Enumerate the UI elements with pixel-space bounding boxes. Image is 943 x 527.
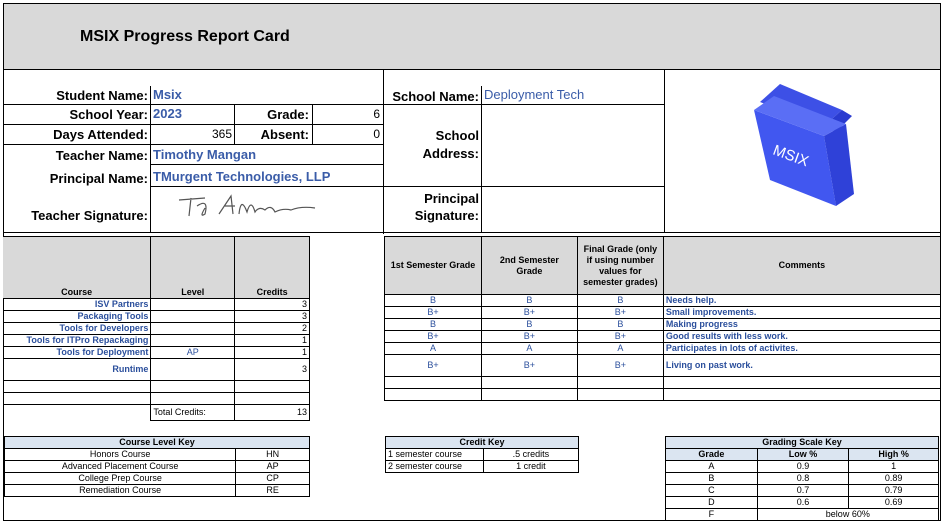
- empty-cell: [151, 393, 235, 405]
- scale-grade: F: [666, 509, 758, 521]
- level-code: HN: [236, 449, 310, 461]
- info-line: [3, 104, 383, 105]
- principal-name-value: TMurgent Technologies, LLP: [153, 169, 331, 184]
- sem2-grade: B: [481, 295, 577, 307]
- comment: Small improvements.: [663, 307, 940, 319]
- principal-name-label: Principal Name:: [49, 171, 148, 186]
- sem1-header: 1st Semester Grade: [385, 237, 482, 295]
- level-name: Remediation Course: [5, 485, 236, 497]
- table-row: [3, 393, 310, 405]
- course-credits: 3: [235, 311, 310, 323]
- info-line: [3, 232, 940, 233]
- scale-low: 0.9: [757, 461, 849, 473]
- final-header: [577, 237, 663, 295]
- final-grade: B+: [577, 307, 663, 319]
- info-line: [3, 124, 383, 125]
- course-credits: 3: [235, 359, 310, 381]
- info-line: [150, 164, 383, 165]
- course-credits: 1: [235, 335, 310, 347]
- msix-box-logo: [740, 80, 880, 215]
- total-credits-label: Total Credits:: [151, 405, 235, 421]
- low-col-header: Low %: [757, 449, 849, 461]
- logo-text: MSIX: [770, 141, 811, 171]
- course-level: [151, 323, 235, 335]
- sem2-header: [481, 237, 577, 295]
- course-credits: 3: [235, 299, 310, 311]
- table-row: [385, 377, 941, 389]
- scale-grade: C: [666, 485, 758, 497]
- course-level-key-title: Course Level Key: [5, 437, 310, 449]
- course-credits: 1: [235, 347, 310, 359]
- sem2-grade: A: [481, 343, 577, 355]
- empty-cell: [151, 381, 235, 393]
- course-level: AP: [151, 347, 235, 359]
- level-name: Advanced Placement Course: [5, 461, 236, 473]
- page-title: MSIX Progress Report Card: [80, 28, 290, 45]
- sem1-grade: B: [385, 295, 482, 307]
- grade-col-header: Grade: [666, 449, 758, 461]
- empty-cell: [481, 389, 577, 401]
- final-header-line: if using number: [586, 254, 655, 265]
- school-address-label-2: Address:: [422, 146, 479, 161]
- empty-cell: [385, 389, 482, 401]
- empty-cell: [385, 377, 482, 389]
- empty-cell: [3, 393, 151, 405]
- table-row: [5, 485, 310, 497]
- absent-value: 0: [373, 127, 380, 141]
- table-row: [386, 449, 579, 461]
- course-header-row: [3, 237, 310, 299]
- table-row: [385, 295, 941, 307]
- principal-signature-label-2: Signature:: [414, 208, 479, 223]
- scale-grade: B: [666, 473, 758, 485]
- course-level: [151, 359, 235, 381]
- level-code: CP: [236, 473, 310, 485]
- comment: Needs help.: [663, 295, 940, 307]
- table-row: [666, 485, 939, 497]
- grading-header-row: [666, 449, 939, 461]
- credit-name: 1 semester course: [386, 449, 484, 461]
- scale-grade: A: [666, 461, 758, 473]
- school-year-label: School Year:: [69, 107, 148, 122]
- empty-cell: [577, 389, 663, 401]
- empty-cell: [3, 405, 151, 421]
- final-header-line: values for: [599, 265, 642, 276]
- comment: Participates in lots of activites.: [663, 343, 940, 355]
- table-row: [3, 381, 310, 393]
- course-name: ISV Partners: [3, 299, 151, 311]
- level-code: AP: [236, 461, 310, 473]
- table-row: [3, 347, 310, 359]
- empty-cell: [235, 393, 310, 405]
- comments-header: Comments: [663, 237, 940, 295]
- level-name: Honors Course: [5, 449, 236, 461]
- level-name: College Prep Course: [5, 473, 236, 485]
- final-header-line: semester grades): [583, 276, 658, 287]
- grades-table: [384, 236, 940, 401]
- course-name: Packaging Tools: [3, 311, 151, 323]
- days-attended-label: Days Attended:: [53, 127, 148, 142]
- sem1-grade: B+: [385, 355, 482, 377]
- scale-high: 0.69: [849, 497, 939, 509]
- days-attended-value: 365: [211, 127, 232, 141]
- course-name: Runtime: [3, 359, 151, 381]
- school-line: [383, 104, 664, 105]
- scale-high: 1: [849, 461, 939, 473]
- scale-low: 0.6: [757, 497, 849, 509]
- sem2-header-line: Grade: [516, 265, 543, 276]
- grade-label: Grade:: [267, 107, 309, 122]
- frame-line: [940, 3, 941, 521]
- course-name: Tools for Developers: [3, 323, 151, 335]
- table-row: [5, 449, 310, 461]
- final-header-line: Final Grade (only: [583, 243, 658, 254]
- frame-line: [3, 69, 940, 70]
- table-row: [385, 389, 941, 401]
- high-col-header: High %: [849, 449, 939, 461]
- info-line: [3, 144, 383, 145]
- empty-cell: [577, 377, 663, 389]
- student-name-value: Msix: [153, 87, 182, 102]
- table-row: [385, 307, 941, 319]
- credit-value: 1 credit: [483, 461, 578, 473]
- final-grade: A: [577, 343, 663, 355]
- empty-cell: [3, 381, 151, 393]
- credit-name: 2 semester course: [386, 461, 484, 473]
- total-row: [3, 405, 310, 421]
- info-divider: [150, 86, 151, 232]
- absent-label: Absent:: [260, 127, 309, 142]
- info-divider: [383, 69, 384, 234]
- final-grade: B: [577, 295, 663, 307]
- empty-cell: [235, 381, 310, 393]
- table-row: [5, 461, 310, 473]
- table-row: [666, 509, 939, 521]
- table-row: [666, 473, 939, 485]
- principal-signature-label-1: Principal: [424, 191, 479, 206]
- table-row: [5, 473, 310, 485]
- table-row: [385, 343, 941, 355]
- table-row: [3, 335, 310, 347]
- school-divider: [481, 86, 482, 232]
- course-level: [151, 335, 235, 347]
- sem2-grade: B+: [481, 355, 577, 377]
- final-grade: B: [577, 319, 663, 331]
- table-row: [385, 355, 941, 377]
- info-line: [150, 186, 383, 187]
- comment: Making progress: [663, 319, 940, 331]
- scale-high: 0.89: [849, 473, 939, 485]
- school-name-label: School Name:: [392, 89, 479, 104]
- sem2-grade: B+: [481, 331, 577, 343]
- total-credits-value: 13: [235, 405, 310, 421]
- table-row: [3, 311, 310, 323]
- empty-cell: [481, 377, 577, 389]
- school-address-label-1: School: [435, 128, 479, 143]
- school-year-value: 2023: [153, 106, 182, 121]
- scale-low: 0.7: [757, 485, 849, 497]
- sem1-grade: B: [385, 319, 482, 331]
- table-row: [666, 497, 939, 509]
- empty-cell: [663, 389, 940, 401]
- comment: Good results with less work.: [663, 331, 940, 343]
- teacher-signature-label: Teacher Signature:: [31, 208, 148, 223]
- course-credits: 2: [235, 323, 310, 335]
- comment: Living on past work.: [663, 355, 940, 377]
- teacher-name-label: Teacher Name:: [55, 148, 148, 163]
- table-row: [3, 299, 310, 311]
- course-level: [151, 299, 235, 311]
- course-level: [151, 311, 235, 323]
- school-line: [383, 186, 664, 187]
- scale-note: below 60%: [757, 509, 938, 521]
- course-table: [3, 236, 310, 421]
- teacher-name-value: Timothy Mangan: [153, 147, 257, 162]
- grading-scale-key: [665, 436, 939, 521]
- credit-key: [385, 436, 579, 473]
- final-grade: B+: [577, 355, 663, 377]
- table-row: [666, 461, 939, 473]
- school-name-value: Deployment Tech: [484, 87, 585, 102]
- sem2-grade: B: [481, 319, 577, 331]
- sem1-grade: B+: [385, 307, 482, 319]
- level-code: RE: [236, 485, 310, 497]
- school-divider: [664, 69, 665, 232]
- credit-key-title: Credit Key: [386, 437, 579, 449]
- grade-value: 6: [373, 107, 380, 121]
- table-row: [385, 319, 941, 331]
- course-header: Course: [3, 237, 151, 299]
- table-row: [3, 359, 310, 381]
- course-name: Tools for Deployment: [3, 347, 151, 359]
- sem1-grade: A: [385, 343, 482, 355]
- table-row: [3, 323, 310, 335]
- sem2-grade: B+: [481, 307, 577, 319]
- table-row: [386, 461, 579, 473]
- sem1-grade: B+: [385, 331, 482, 343]
- student-name-label: Student Name:: [56, 88, 148, 103]
- final-grade: B+: [577, 331, 663, 343]
- empty-cell: [663, 377, 940, 389]
- grading-scale-title: Grading Scale Key: [666, 437, 939, 449]
- credits-header: Credits: [235, 237, 310, 299]
- course-name: Tools for ITPro Repackaging: [3, 335, 151, 347]
- teacher-signature-image: [175, 192, 325, 222]
- table-row: [385, 331, 941, 343]
- course-level-key: [4, 436, 310, 497]
- scale-grade: D: [666, 497, 758, 509]
- level-header: Level: [151, 237, 235, 299]
- scale-low: 0.8: [757, 473, 849, 485]
- grades-header-row: [385, 237, 941, 295]
- sem2-header-line: 2nd Semester: [499, 254, 559, 265]
- scale-high: 0.79: [849, 485, 939, 497]
- credit-value: .5 credits: [483, 449, 578, 461]
